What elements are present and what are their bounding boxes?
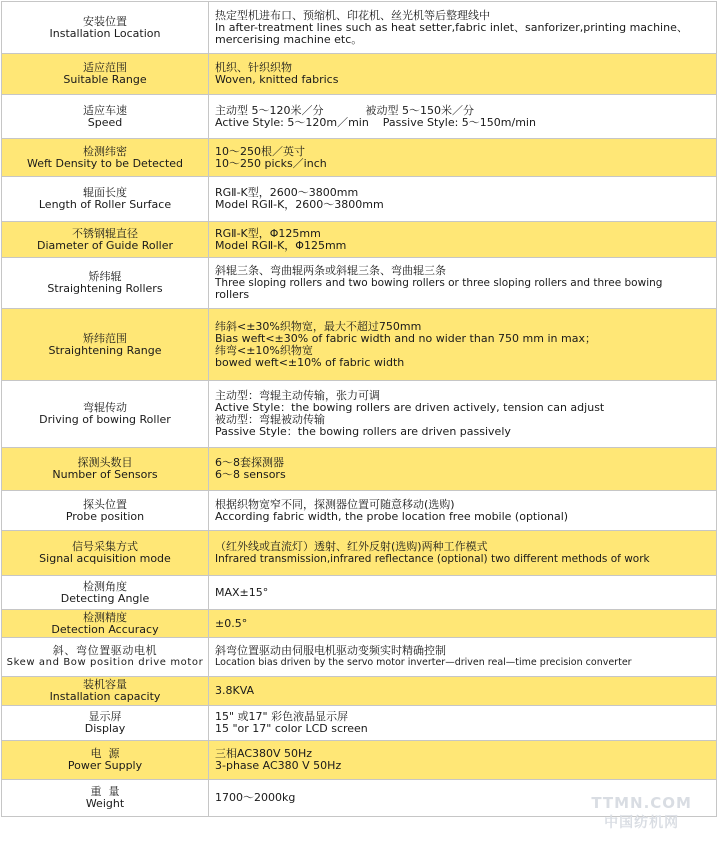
label-zh: 探头位置 [83, 497, 127, 511]
spec-value [209, 139, 717, 177]
value-line: In after-treatment lines such as heat setter,fabric inlet、sanforizer,printing machine、 [215, 20, 688, 34]
spec-row-bowing-roller-drive [2, 381, 717, 448]
value-line: RGⅡ-K型，2600～3800mm [215, 186, 359, 199]
value-line: 6～8 sensors [215, 468, 286, 481]
spec-row-installation-capacity [2, 677, 717, 706]
value-line: 根据织物宽窄不同，探测器位置可随意移动(选购) [215, 497, 455, 511]
spec-value [209, 309, 717, 381]
spec-label [2, 741, 209, 780]
label-en: Straightening Rollers [47, 282, 163, 295]
spec-label [2, 381, 209, 448]
value-line: 1700～2000kg [215, 791, 296, 804]
spec-value [209, 177, 717, 222]
value-line: ±0.5° [215, 616, 248, 630]
watermark-line1: TTMN.COM [591, 794, 692, 812]
label-zh: 显示屏 [88, 710, 122, 723]
spec-label [2, 610, 209, 638]
spec-row-guide-roller-diameter [2, 222, 717, 258]
value-line: Passive Style：the bowing rollers are driven passively [215, 425, 511, 438]
label-zh: 矫纬范围 [83, 331, 127, 345]
value-line: 主动型 5～120米／分 被动型 5～150米／分 [215, 103, 474, 117]
label-en: Display [84, 722, 126, 735]
value-line: Model RGⅡ-K，2600～3800mm [215, 198, 384, 211]
value-line: （红外线或直流灯）透射、红外反射(选购)两种工作模式 [215, 540, 488, 553]
value-line: According fabric width, the probe location free mobile (optional) [215, 509, 569, 523]
label-zh: 重 量 [90, 785, 120, 798]
label-zh: 装机容量 [83, 678, 127, 691]
label-en: Straightening Range [48, 343, 162, 357]
value-line: 被动型：弯辊被动传输 [215, 413, 325, 426]
spec-row-weft-density [2, 139, 717, 177]
spec-row-roller-length [2, 177, 717, 222]
spec-row-signal-acquisition [2, 531, 717, 576]
spec-row-power-supply [2, 741, 717, 780]
label-en: Installation capacity [49, 690, 161, 703]
label-zh: 探测头数目 [77, 456, 133, 469]
label-zh: 安装位置 [83, 14, 127, 28]
label-zh: 信号采集方式 [72, 540, 138, 553]
spec-label [2, 222, 209, 258]
spec-label [2, 491, 209, 531]
label-zh: 电 源 [90, 747, 120, 760]
spec-row-weight [2, 780, 717, 817]
spec-row-speed [2, 95, 717, 139]
spec-label [2, 177, 209, 222]
value-line: 纬弯<±10%织物宽 [215, 343, 313, 357]
spec-label [2, 309, 209, 381]
spec-value [209, 381, 717, 448]
spec-row-detecting-angle [2, 576, 717, 610]
value-line: Active Style：the bowing rollers are driven actively, tension can adjust [215, 401, 605, 414]
value-line: Infrared transmission,infrared reflectance (optional) two different methods of work [215, 553, 650, 565]
spec-label [2, 531, 209, 576]
label-zh: 检测角度 [83, 579, 127, 593]
value-line: bowed weft<±10% of fabric width [215, 355, 405, 369]
spec-value [209, 95, 717, 139]
spec-value [209, 2, 717, 54]
spec-label [2, 2, 209, 54]
spec-label [2, 95, 209, 139]
label-en: Probe position [65, 509, 145, 523]
label-en: Installation Location [49, 26, 161, 40]
label-en: Detecting Angle [60, 591, 150, 605]
value-line: Bias weft<±30% of fabric width and no wider than 750 mm in max； [215, 331, 596, 345]
spec-label [2, 139, 209, 177]
value-line: 6～8套探测器 [215, 456, 284, 469]
label-en: Weight [85, 797, 125, 810]
spec-value [209, 610, 717, 638]
spec-label [2, 706, 209, 741]
value-line: 10～250根／英寸 [215, 144, 305, 158]
label-zh: 弯辊传动 [83, 401, 127, 414]
spec-value [209, 531, 717, 576]
label-zh: 不锈钢辊直径 [72, 226, 138, 240]
value-line: 斜辊三条、弯曲辊两条或斜辊三条、弯曲辊三条 [215, 264, 446, 277]
value-line: 三相AC380V 50Hz [215, 747, 313, 760]
spec-value [209, 780, 717, 817]
spec-label [2, 448, 209, 491]
label-zh: 适应车速 [83, 103, 127, 117]
value-line: Active Style: 5～120m／min Passive Style: 5～150m/min [215, 115, 536, 129]
label-en: Signal acquisition mode [39, 552, 171, 565]
label-zh: 辊面长度 [83, 186, 127, 199]
spec-value [209, 741, 717, 780]
value-line: Location bias driven by the servo motor inverter—driven real—time precision converter [215, 657, 632, 668]
spec-label [2, 638, 209, 677]
label-en: Skew and Bow position drive motor [6, 657, 204, 668]
spec-label [2, 780, 209, 817]
label-zh: 矫纬辊 [88, 270, 122, 283]
spec-label [2, 258, 209, 309]
value-line: mercerising machine etc。 [215, 32, 363, 46]
spec-label [2, 576, 209, 610]
value-line: rollers [215, 288, 250, 301]
spec-value [209, 258, 717, 309]
value-line: 15" 或17" 彩色液晶显示屏 [215, 710, 349, 723]
value-line: 3.8KVA [215, 684, 255, 697]
value-line: RGⅡ-K型，Φ125mm [215, 226, 321, 240]
spec-row-drive-motor [2, 638, 717, 677]
spec-value [209, 638, 717, 677]
spec-value [209, 448, 717, 491]
spec-row-straightening-rollers [2, 258, 717, 309]
spec-row-display [2, 706, 717, 741]
value-line: 主动型：弯辊主动传输，张力可调 [215, 389, 380, 402]
value-line: MAX±15° [215, 585, 269, 599]
value-line: Three sloping rollers and two bowing rollers or three sloping rollers and three bowing [215, 277, 663, 289]
spec-value [209, 222, 717, 258]
spec-row-detection-accuracy [2, 610, 717, 638]
label-zh: 检测纬密 [83, 144, 127, 158]
label-zh: 斜、弯位置驱动电机 [52, 644, 158, 657]
label-en: Number of Sensors [52, 468, 158, 481]
label-en: Detection Accuracy [51, 622, 159, 636]
value-line: Model RGⅡ-K，Φ125mm [215, 238, 347, 252]
value-line: 纬斜<±30%织物宽，最大不超过750mm [215, 319, 422, 333]
spec-value [209, 576, 717, 610]
spec-value [209, 54, 717, 95]
label-en: Suitable Range [63, 73, 147, 86]
spec-table [1, 1, 717, 817]
spec-value [209, 677, 717, 706]
value-line: Woven, knitted fabrics [215, 73, 339, 86]
label-en: Speed [87, 115, 123, 129]
label-en: Power Supply [67, 759, 143, 772]
spec-label [2, 677, 209, 706]
value-line: 15 "or 17" color LCD screen [215, 722, 368, 735]
spec-row-installation-location [2, 2, 717, 54]
value-line: 斜弯位置驱动由伺服电机驱动变频实时精确控制 [215, 644, 446, 657]
spec-value [209, 706, 717, 741]
spec-row-probe-position [2, 491, 717, 531]
value-line: 机织、针织织物 [215, 61, 292, 74]
spec-row-number-of-sensors [2, 448, 717, 491]
value-line: 10～250 picks／inch [215, 156, 327, 170]
value-line: 热定型机进布口、预缩机、印花机、丝光机等后整理线中 [215, 8, 490, 22]
label-zh: 适应范围 [83, 61, 127, 74]
watermark-line2: 中国纺机网 [604, 815, 680, 831]
label-en: Diameter of Guide Roller [36, 238, 174, 252]
spec-row-suitable-range [2, 54, 717, 95]
spec-value [209, 491, 717, 531]
label-en: Length of Roller Surface [38, 198, 172, 211]
label-en: Weft Density to be Detected [26, 156, 184, 170]
spec-row-straightening-range [2, 309, 717, 381]
spec-label [2, 54, 209, 95]
label-zh: 检测精度 [83, 610, 127, 624]
label-en: Driving of bowing Roller [39, 413, 171, 426]
value-line: 3-phase AC380 V 50Hz [215, 759, 342, 772]
